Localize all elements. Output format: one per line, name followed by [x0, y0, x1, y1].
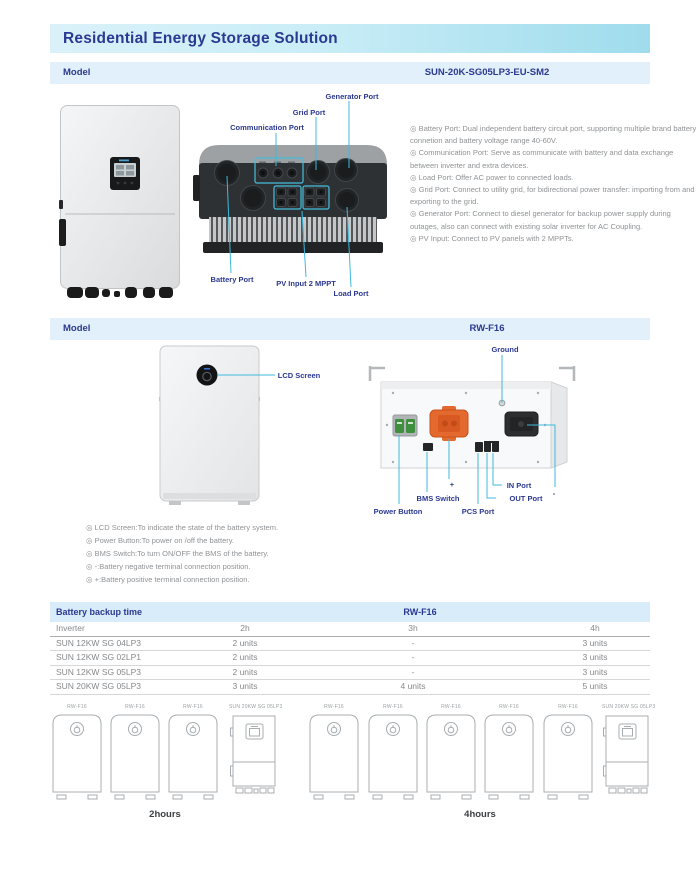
bullet-item: ◎ Power Button:To power on /off the battery. — [86, 536, 235, 545]
inverter-bottom-photo — [193, 135, 393, 260]
battery-outline — [166, 712, 220, 804]
inverter-unit — [602, 703, 656, 803]
generator-port-label: Generator Port — [325, 92, 379, 101]
battery-unit — [108, 703, 162, 809]
battery-unit — [482, 703, 536, 809]
battery-outline — [482, 712, 536, 804]
unit-label: SUN 20KW SG 05LP3 — [229, 704, 283, 710]
in-port-label: IN Port — [506, 481, 532, 490]
ground-screw — [499, 400, 505, 406]
pcs-port-label: PCS Port — [461, 507, 495, 516]
ground-label: Ground — [491, 345, 519, 354]
cell: 2 units — [232, 652, 258, 663]
battery-outline — [108, 712, 162, 804]
table-title: Battery backup time — [56, 607, 143, 617]
unit-label: RW-F16 — [183, 704, 203, 710]
battery-unit — [541, 703, 595, 809]
load-port-label: Load Port — [333, 289, 369, 298]
inverter-unit — [229, 703, 283, 803]
battery-unit — [307, 703, 361, 809]
minus-terminal-label: - — [552, 489, 556, 498]
mounting-brackets — [370, 366, 574, 381]
bullet-item: ◎ Grid Port: Connect to utility grid, for bidirectional power transfer: importing from and exporting to the grid. — [410, 185, 695, 207]
pcs-port — [475, 442, 483, 452]
lcd-screen — [197, 365, 218, 386]
bullet-item: ◎ PV Input: Connect to PV panels with 2 MPPTs. — [410, 233, 574, 243]
caption-2hours: 2hours — [149, 809, 181, 820]
battery-feature-descriptions — [86, 521, 416, 586]
cell: SUN 12KW SG 04LP3 — [56, 637, 142, 648]
col-2h: 2h — [240, 623, 250, 633]
battery-port-label: Battery Port — [210, 275, 254, 284]
cell: 5 units — [582, 681, 608, 692]
bullet-item: ◎ Communication Port: Serve as communicate with battery and data exchange between inverter and extra devices. — [410, 148, 674, 170]
bms-switch-label: BMS Switch — [416, 494, 460, 503]
battery-unit — [424, 703, 478, 809]
bullet-item: ◎ Load Port: Offer AC power to connected loads. — [410, 172, 574, 182]
cell: 2 units — [232, 666, 258, 677]
col-3h: 3h — [408, 623, 418, 633]
inverter-section — [0, 90, 700, 318]
power-button-block — [393, 415, 417, 436]
battery-outline — [424, 712, 478, 804]
unit-label: RW-F16 — [441, 704, 461, 710]
inverter-outline — [230, 714, 278, 798]
inverter-front-photo — [59, 104, 181, 300]
inverter-outline — [603, 714, 651, 798]
model-label: Model — [63, 323, 91, 334]
power-button-label: Power Button — [373, 507, 423, 516]
unit-label: RW-F16 — [67, 704, 87, 710]
table-row — [50, 651, 650, 666]
bms-switch — [423, 443, 433, 451]
unit-label: RW-F16 — [383, 704, 403, 710]
lcd-screen-label: LCD Screen — [277, 371, 321, 380]
col-inverter: Inverter — [56, 623, 85, 633]
bullet-item: ◎ BMS Switch:To turn ON/OFF the BMS of the battery. — [86, 549, 269, 558]
col-4h: 4h — [590, 623, 600, 633]
model-bar-battery — [50, 318, 650, 340]
cell: 3 units — [232, 681, 258, 692]
cell: 4 units — [400, 681, 426, 692]
positive-terminal — [430, 406, 468, 441]
battery-unit — [166, 703, 220, 809]
battery-backup-table — [50, 602, 650, 695]
pv-input-label: PV Input 2 MPPT — [276, 279, 336, 288]
cell: 2 units — [232, 637, 258, 648]
bullet-item: ◎ -:Battery negative terminal connection position. — [86, 562, 251, 571]
table-row — [50, 680, 650, 695]
out-port-label: OUT Port — [509, 494, 543, 503]
plus-terminal-label: + — [449, 480, 455, 489]
side-module — [193, 175, 200, 201]
table-column-row — [50, 622, 650, 637]
unit-label: RW-F16 — [324, 704, 344, 710]
cell: SUN 12KW SG 02LP1 — [56, 652, 142, 663]
cell: 3 units — [582, 637, 608, 648]
battery-model-value: RW-F16 — [469, 323, 505, 334]
battery-front-photo — [159, 345, 260, 508]
cell: - — [411, 637, 415, 648]
inverter-port-descriptions — [410, 123, 698, 245]
battery-outline — [366, 712, 420, 804]
page-title-bar — [50, 24, 650, 53]
out-port — [484, 442, 491, 452]
model-bar-inverter — [50, 62, 650, 84]
battery-ports-photo — [366, 365, 578, 480]
unit-label: SUN 20KW SG 05LP3 — [602, 704, 656, 710]
bullet-item: ◎ LCD Screen:To indicate the state of the battery system. — [86, 523, 279, 532]
in-port — [492, 442, 499, 452]
cell: 3 units — [582, 652, 608, 663]
bullet-item: ◎ Battery Port: Dual independent battery circuit port, supporting multiple brand battery connetion and battery voltage range 40-60V. — [410, 124, 697, 146]
bullet-item: ◎ +:Battery positive terminal connection position. — [86, 575, 250, 584]
side-port — [59, 200, 63, 209]
communication-port-label: Communication Port — [230, 123, 304, 132]
battery-outline — [307, 712, 361, 804]
unit-label: RW-F16 — [125, 704, 145, 710]
model-label: Model — [63, 67, 91, 78]
table-header-bar — [50, 602, 650, 622]
side-module — [59, 219, 66, 246]
battery-section — [0, 340, 700, 598]
page-title: Residential Energy Storage Solution — [63, 30, 338, 47]
grid-port-label: Grid Port — [292, 108, 326, 117]
unit-label: RW-F16 — [499, 704, 519, 710]
cell: - — [411, 666, 415, 677]
display-module — [110, 157, 140, 190]
table-row — [50, 637, 650, 652]
cell: SUN 20KW SG 05LP3 — [56, 681, 142, 692]
caption-4hours: 4hours — [464, 809, 496, 820]
cell: 3 units — [582, 666, 608, 677]
negative-terminal — [505, 412, 538, 436]
cell: - — [411, 652, 415, 663]
heat-sink — [209, 217, 377, 243]
cell: SUN 12KW SG 05LP3 — [56, 666, 142, 677]
configuration-diagrams — [0, 700, 700, 845]
battery-outline — [541, 712, 595, 804]
bullet-item: ◎ Generator Port: Connect to diesel generator for backup power supply during outages, also can connect with existing solar inverter for AC Coupling. — [410, 209, 671, 231]
table-row — [50, 666, 650, 681]
battery-unit — [50, 703, 104, 809]
table-model: RW-F16 — [403, 607, 437, 617]
battery-outline — [50, 712, 104, 804]
inverter-model-value: SUN-20K-SG05LP3-EU-SM2 — [424, 67, 550, 78]
unit-label: RW-F16 — [558, 704, 578, 710]
battery-unit — [366, 703, 420, 809]
